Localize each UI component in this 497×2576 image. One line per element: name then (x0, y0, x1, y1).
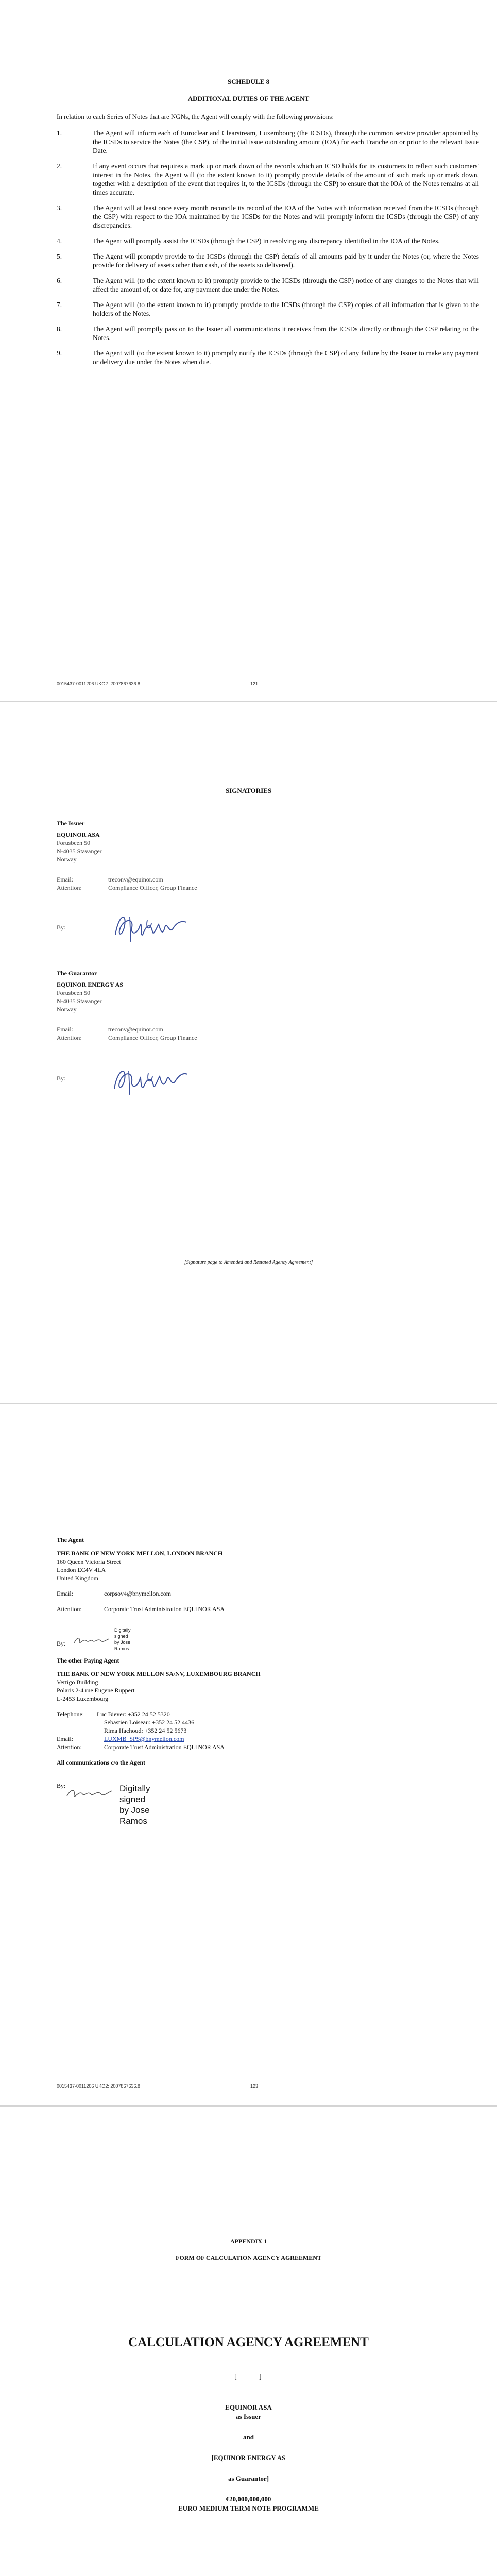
footer-page-number: 123 (250, 2083, 259, 2089)
agent-email[interactable]: corpsov4@bnymellon.com (104, 1590, 172, 1597)
agent-digital-signature-text (114, 1627, 131, 1652)
telephone-row (57, 1710, 448, 1735)
issuer-by-label: By: (57, 924, 66, 931)
agent-address-line: 160 Queen Victoria Street (57, 1558, 121, 1565)
guarantor-label: The Guarantor (57, 970, 97, 977)
agent-attention-label: Attention: (57, 1605, 82, 1613)
agreement-title: CALCULATION AGENCY AGREEMENT (128, 2335, 369, 2349)
agent-address-line: London EC4V 4LA (57, 1566, 106, 1573)
issuer-email[interactable]: treconv@equinor.com (108, 876, 163, 883)
issuer-attention-label: Attention: (57, 884, 82, 891)
guarantor-address-line: N-4035 Stavanger (57, 997, 102, 1005)
guarantor-email[interactable]: treconv@equinor.com (108, 1026, 163, 1033)
agent-label: The Agent (57, 1536, 84, 1544)
duty-number: 8. (57, 325, 62, 333)
agent-email-label: Email: (57, 1590, 73, 1597)
guarantor-email-row (57, 1025, 314, 1033)
date-bracket-open: [ (234, 2373, 237, 2381)
telephone-label: Telephone: (57, 1710, 84, 1718)
other-agent-signature-image (65, 1784, 114, 1802)
duty-text: The Agent will promptly provide to the ICSDs (through the CSP) details of all amounts paid by it under the Notes (or, where the Notes provide for delivery of assets other than cash, of the assets so delivered). (93, 252, 479, 269)
agent-block (57, 1536, 417, 1613)
appendix-heading: APPENDIX 1 (230, 2238, 267, 2245)
other-paying-agent-block (57, 1656, 448, 1767)
issuer-block (57, 819, 314, 892)
document-page-4 (0, 2107, 497, 2576)
document-page-1 (0, 0, 497, 701)
duty-text: The Agent will promptly pass on to the Issuer all communications it receives from the ICSDs directly or through the CSP relating to the Notes. (93, 325, 479, 342)
footer-reference: 0015437-0011206 UKO2: 2007867636.8 (57, 681, 140, 686)
programme-name: EURO MEDIUM TERM NOTE PROGRAMME (178, 2504, 319, 2512)
duty-item (57, 162, 479, 197)
duty-item (57, 204, 479, 230)
party-guarantor-role: as Guarantor] (228, 2475, 269, 2482)
duty-text: If any event occurs that requires a mark up or mark down of the records which an ICSD holds for its customers to reflect such customers' interest in the Notes, the Agent will (to the extent known to it) promptly provide details of the amount of such mark up or mark down, together with a description of the event that requires it, to the ICSDs (through the CSP) to ensure that the IOA of the Notes remains at all times accurate. (93, 162, 479, 196)
dsig-line: Digitally (114, 1628, 131, 1633)
duty-number: 3. (57, 204, 62, 212)
duty-number: 2. (57, 162, 62, 170)
other-agent-label: The other Paying Agent (57, 1657, 119, 1664)
agent-name: THE BANK OF NEW YORK MELLON, LONDON BRANCH (57, 1550, 223, 1557)
guarantor-attention: Compliance Officer, Group Finance (108, 1034, 197, 1041)
duty-item (57, 300, 479, 318)
agent-email-row (57, 1589, 417, 1598)
schedule-intro: In relation to each Series of Notes that are NGNs, the Agent will comply with the following provisions: (57, 113, 334, 121)
signatories-heading: SIGNATORIES (225, 787, 272, 794)
duty-item (57, 129, 479, 155)
party-guarantor-name: [EQUINOR ENERGY AS (211, 2454, 286, 2462)
duty-number: 4. (57, 237, 62, 245)
issuer-name: EQUINOR ASA (57, 831, 100, 838)
duty-item (57, 349, 479, 366)
other-email-link[interactable]: LUXMB_SPS@bnymellon.com (104, 1735, 184, 1742)
other-digital-signature-text (119, 1783, 150, 1826)
other-agent-name: THE BANK OF NEW YORK MELLON SA/NV, LUXEMBOURG BRANCH (57, 1670, 261, 1677)
other-agent-address-line: L-2453 Luxembourg (57, 1695, 109, 1702)
document-page-3 (0, 1404, 497, 2105)
programme-amount: €20,000,000,000 (226, 2495, 271, 2503)
telephone-entry: Luc Biever: +352 24 52 5320 (97, 1710, 170, 1718)
agent-signature-image (72, 1633, 111, 1648)
other-agent-address-line: Vertigo Building (57, 1679, 98, 1686)
document-page-2 (0, 702, 497, 1403)
duty-item (57, 325, 479, 342)
duty-number: 1. (57, 129, 62, 137)
issuer-label: The Issuer (57, 820, 85, 827)
dsig-line: by Jose (114, 1640, 131, 1645)
communications-note: All communications c/o the Agent (57, 1759, 145, 1766)
issuer-address-line: N-4035 Stavanger (57, 848, 102, 855)
other-email-label: Email: (57, 1735, 73, 1742)
duty-text: The Agent will (to the extent known to it) promptly notify the ICSDs (through the CSP) of any failure by the Issuer to make any payment or delivery due under the Notes when due. (93, 349, 479, 366)
footer-page-number: 121 (250, 681, 259, 686)
date-bracket-close: ] (259, 2373, 262, 2381)
issuer-email-row (57, 875, 314, 884)
dsig-line: Ramos (119, 1816, 147, 1826)
guarantor-signature-image (109, 1058, 192, 1099)
telephone-entry: Sebastien Loiseau: +352 24 52 4436 (104, 1719, 195, 1726)
agent-attention-row (57, 1605, 417, 1613)
agent-address-line: United Kingdom (57, 1574, 98, 1582)
dsig-line: signed (114, 1634, 128, 1639)
issuer-address-line: Forusbeen 50 (57, 839, 90, 846)
dsig-line: Digitally (119, 1784, 150, 1793)
duty-number: 9. (57, 349, 62, 357)
schedule-title: ADDITIONAL DUTIES OF THE AGENT (187, 95, 310, 103)
party-and: and (243, 2433, 254, 2441)
issuer-address-line: Norway (57, 856, 77, 863)
duty-text: The Agent will promptly assist the ICSDs (through the CSP) in resolving any discrepancy identified in the IOA of the Notes. (93, 237, 440, 245)
guarantor-address-line: Forusbeen 50 (57, 989, 90, 996)
duty-item (57, 236, 479, 245)
other-by-label: By: (57, 1782, 66, 1789)
guarantor-attention-row (57, 1033, 314, 1042)
guarantor-attention-label: Attention: (57, 1034, 82, 1041)
party-issuer-name: EQUINOR ASA (225, 2403, 272, 2411)
footer-reference: 0015437-0011206 UKO2: 2007867636.8 (57, 2083, 140, 2089)
telephone-entry: Rima Hachoud: +352 24 52 5673 (104, 1727, 187, 1734)
agent-by-label: By: (57, 1640, 66, 1647)
duties-list (57, 129, 479, 373)
issuer-signature-image (109, 905, 192, 946)
other-agent-address-line: Polaris 2-4 rue Eugene Ruppert (57, 1687, 135, 1694)
guarantor-name: EQUINOR ENERGY AS (57, 981, 123, 988)
duty-number: 6. (57, 277, 62, 284)
guarantor-email-label: Email: (57, 1026, 73, 1033)
agent-attention: Corporate Trust Administration EQUINOR ASA (104, 1605, 225, 1613)
dsig-line: Ramos (114, 1646, 129, 1651)
other-attention-label: Attention: (57, 1743, 82, 1751)
duty-text: The Agent will inform each of Euroclear and Clearstream, Luxembourg (the ICSDs), through the common service provider appointed by the ICSDs to service the Notes (the CSP), of the initial issue outstanding amount (IOA) for each Tranche on or prior to the relevant Issue Date. (93, 129, 479, 155)
issuer-email-label: Email: (57, 876, 73, 883)
dsig-line: signed (119, 1794, 146, 1804)
party-issuer-role: as Issuer (236, 2413, 261, 2420)
other-attention: Corporate Trust Administration EQUINOR ASA (104, 1743, 225, 1751)
duty-number: 7. (57, 301, 62, 309)
duty-text: The Agent will (to the extent known to it) promptly provide to the ICSDs (through the CSP) notice of any changes to the Notes that will affect the amount of, or date for, any payment due under the Notes. (93, 277, 479, 293)
other-email-row (57, 1735, 448, 1743)
guarantor-address-line: Norway (57, 1006, 77, 1013)
appendix-title: FORM OF CALCULATION AGENCY AGREEMENT (176, 2254, 321, 2261)
duty-item (57, 252, 479, 269)
guarantor-block (57, 969, 314, 1042)
issuer-attention: Compliance Officer, Group Finance (108, 884, 197, 891)
duty-number: 5. (57, 252, 62, 260)
duty-item (57, 276, 479, 294)
signature-page-footnote: [Signature page to Amended and Restated Agency Agreement] (184, 1260, 313, 1265)
other-attention-row (57, 1743, 448, 1751)
issuer-attention-row (57, 884, 314, 892)
schedule-heading: SCHEDULE 8 (227, 78, 270, 86)
guarantor-by-label: By: (57, 1075, 66, 1082)
duty-text: The Agent will (to the extent known to it) promptly provide to the ICSDs (through the CSP) copies of all information that is given to the holders of the Notes. (93, 301, 479, 317)
dsig-line: by Jose (119, 1805, 150, 1815)
duty-text: The Agent will at least once every month reconcile its record of the IOA of the Notes with information received from the ICSDs (through the CSP) with respect to the IOA maintained by the ICSDs for the Notes and will promptly inform the ICSDs (through the CSP) of any discrepancies. (93, 204, 479, 229)
